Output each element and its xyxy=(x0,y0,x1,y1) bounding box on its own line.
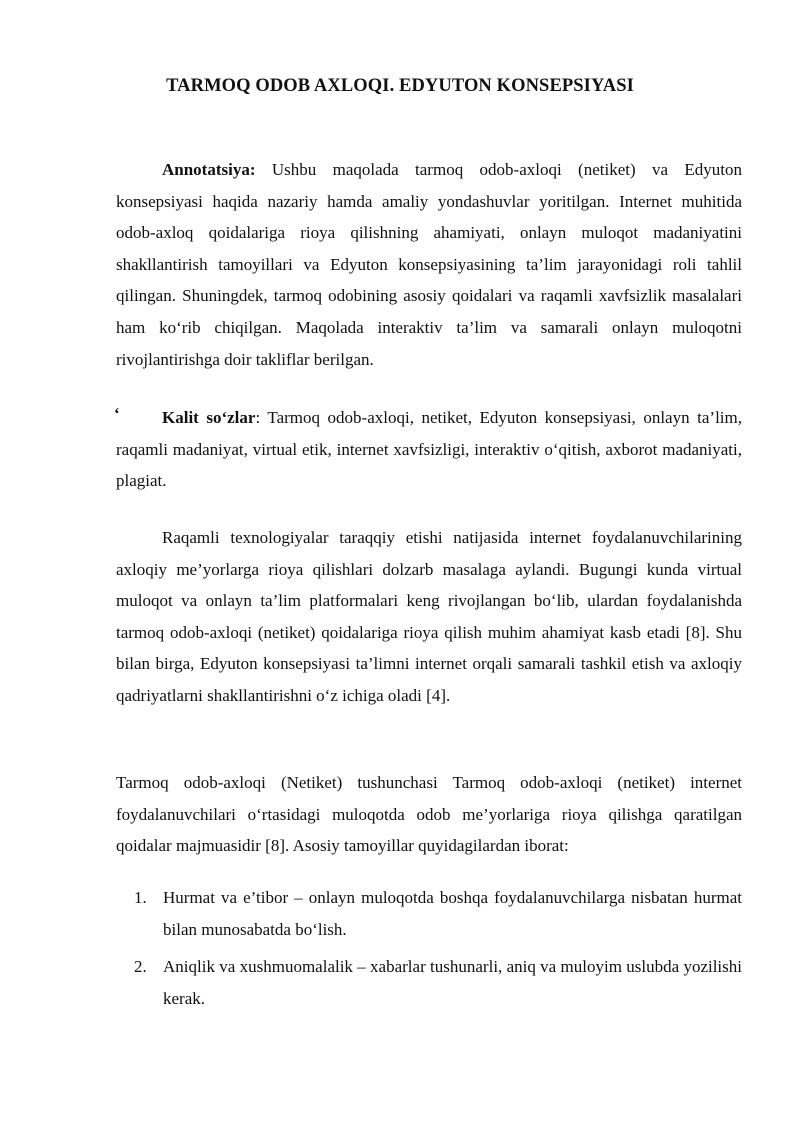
annotation-paragraph xyxy=(116,154,742,375)
principles-list xyxy=(116,882,742,1020)
document-title: TARMOQ ODOB AXLOQI. EDYUTON KONSEPSIYASI xyxy=(166,76,634,96)
body-paragraph-1: Raqamli texnologiyalar taraqqiy etishi natijasida internet foydalanuvchilarining axloqiy me’yorlarga rioya qilishlari dolzarb masalaga aylandi. Bugungi kunda virtual muloqot va onlayn ta’lim platformalari keng rivojlangan bo‘lib, ulardan foydalanishda tarmoq odob-axloqi (netiket) qoidalariga rioya qilish muhim ahamiyat kasb etadi [8]. Shu bilan birga, Edyuton konsepsiyasi ta’limni internet orqali samarali tashkil etish va axloqiy qadriyatlarni shakllantirishni o‘z ichiga oladi [4]. xyxy=(116,528,742,705)
stray-quote-mark: ‘ xyxy=(114,404,120,423)
keywords-text: : Tarmoq odob-axloqi, netiket, Edyuton konsepsiyasi, onlayn ta’lim, raqamli madaniyat, virtual etik, internet xavfsizligi, interaktiv o‘qitish, axborot madaniyati, plagiat. xyxy=(116,408,742,491)
annotation-text: Ushbu maqolada tarmoq odob-axloqi (netiket) va Edyuton konsepsiyasi haqida nazariy hamda amaliy yondashuvlar yoritilgan. Internet muhitida odob-axloq qoidalariga rioya qilishning ahamiyati, onlayn muloqot madaniyatini shakllantirish tamoyillari va Edyuton konsepsiyasining ta’lim jarayonidagi roli tahlil qilingan. Shuningdek, tarmoq odobining asosiy qoidalari va raqamli xavfsizlik masalalari ham ko‘rib chiqilgan. Maqolada interaktiv ta’lim va samarali onlayn muloqotni rivojlantirishga doir takliflar berilgan. xyxy=(116,160,742,369)
list-item-number: 2. xyxy=(134,957,147,977)
list-item-number: 1. xyxy=(134,888,147,907)
keywords-label: Kalit so‘zlar xyxy=(162,408,256,427)
list-item-text: Aniqlik va xushmuomalalik – xabarlar tushunarli, aniq va muloyim uslubda yozilishi kerak. xyxy=(163,957,742,1008)
list-item-text: Hurmat va e’tibor – onlayn muloqotda boshqa foydalanuvchilarga nisbatan hurmat bilan munosabatda bo‘lish. xyxy=(163,888,742,939)
list-item xyxy=(116,951,742,1014)
list-item xyxy=(116,882,742,945)
annotation-label: Annotatsiya: xyxy=(162,160,256,179)
body-paragraph-2: Tarmoq odob-axloqi (Netiket) tushunchasi Tarmoq odob-axloqi (netiket) internet foydalanuvchilari o‘rtasidagi muloqotda odob me’yorlariga rioya qilishga qaratilgan qoidalar majmuasidir [8]. Asosiy tamoyillar quyidagilardan iborat: xyxy=(116,773,742,856)
keywords-paragraph xyxy=(116,402,742,497)
